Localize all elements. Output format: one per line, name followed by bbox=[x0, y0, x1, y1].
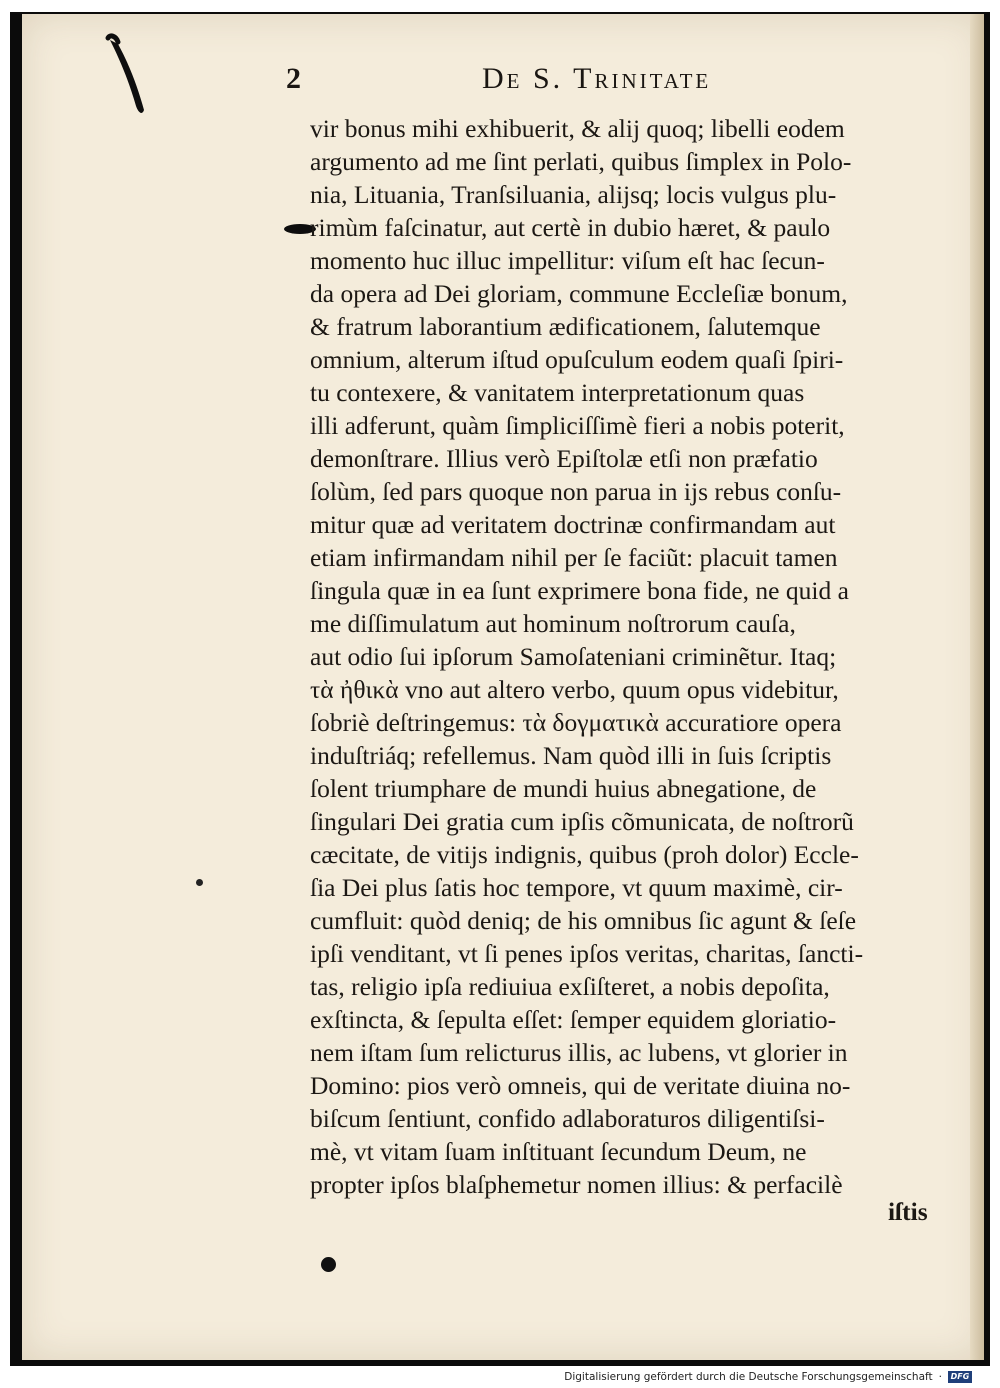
text-line: illi adferunt, quàm ſimpliciſſimè fieri a nobis poterit, bbox=[310, 411, 845, 440]
ink-dot-small bbox=[196, 879, 203, 886]
footer-separator: · bbox=[938, 1371, 942, 1383]
ink-dot-large bbox=[321, 1257, 336, 1272]
text-line: nia, Lituania, Tranſsiluania, alijsq; locis vulgus plu- bbox=[310, 180, 837, 209]
text-line: ſia Dei plus ſatis hoc tempore, vt quum maximè, cir- bbox=[310, 873, 843, 902]
text-line: etiam infirmandam nihil per ſe faciũt: placuit tamen bbox=[310, 543, 838, 572]
text-line: momento huc illuc impellitur: viſum eſt hac ſecun- bbox=[310, 246, 825, 275]
footer-credit-text: Digitalisierung gefördert durch die Deutsche Forschungsgemeinschaft bbox=[564, 1371, 933, 1383]
text-line: induſtriáq; refellemus. Nam quòd illi in ſuis ſcriptis bbox=[310, 741, 832, 770]
body-text bbox=[310, 112, 938, 1201]
text-line: biſcum ſentiunt, confido adlaboraturos diligentiſsi- bbox=[310, 1104, 825, 1133]
text-line: ſingula quæ in ea ſunt exprimere bona fide, ne quid a bbox=[310, 576, 849, 605]
text-line: ſobriè deſtringemus: τὰ δογματικὰ accuratiore opera bbox=[310, 708, 842, 737]
text-line: vir bonus mihi exhibuerit, & alij quoq; libelli eodem bbox=[310, 114, 845, 143]
text-line: τὰ ἠθικὰ vno aut altero verbo, quum opus videbitur, bbox=[310, 675, 839, 704]
text-line: ſingulari Dei gratia cum ipſis cõmunicata, de noſtrorũ bbox=[310, 807, 854, 836]
text-line: cæcitate, de vitijs indignis, quibus (proh dolor) Eccle- bbox=[310, 840, 859, 869]
text-line: ſolent triumphare de mundi huius abnegatione, de bbox=[310, 774, 817, 803]
footer-credit bbox=[564, 1370, 972, 1384]
text-line: Domino: pios verò omneis, qui de veritate diuina no- bbox=[310, 1071, 851, 1100]
text-line: exſtincta, & ſepulta eſſet: ſemper equidem gloriatio- bbox=[310, 1005, 837, 1034]
text-line: & fratrum laborantium ædificationem, ſalutemque bbox=[310, 312, 821, 341]
page-edge bbox=[970, 14, 984, 1360]
ink-stroke-mark bbox=[88, 26, 148, 122]
text-line: demonſtrare. Illius verò Epiſtolæ etſi non præfatio bbox=[310, 444, 818, 473]
text-line: rimùm faſcinatur, aut certè in dubio hæret, & paulo bbox=[310, 213, 831, 242]
text-line: argumento ad me ſint perlati, quibus ſimplex in Polo- bbox=[310, 147, 852, 176]
text-line: ipſi venditant, vt ſi penes ipſos veritas, charitas, ſancti- bbox=[310, 939, 864, 968]
catchword: iſtis bbox=[888, 1197, 928, 1226]
text-line: me diſſimulatum aut hominum noſtrorum cauſa, bbox=[310, 609, 796, 638]
dfg-logo: DFG bbox=[948, 1371, 972, 1383]
text-line: ſolùm, ſed pars quoque non parua in ijs rebus conſu- bbox=[310, 477, 842, 506]
text-line: nem iſtam ſum relicturus illis, ac lubens, vt glorier in bbox=[310, 1038, 848, 1067]
text-line: tas, religio ipſa rediuiua exſiſteret, a nobis depoſita, bbox=[310, 972, 830, 1001]
text-line: tu contexere, & vanitatem interpretationum quas bbox=[310, 378, 805, 407]
text-line: omnium, alterum iſtud opuſculum eodem quaſi ſpiri- bbox=[310, 345, 844, 374]
text-line: cumfluit: quòd deniq; de his omnibus ſic agunt & ſeſe bbox=[310, 906, 857, 935]
text-line: aut odio ſui ipſorum Samoſateniani criminẽtur. Itaq; bbox=[310, 642, 837, 671]
page-header bbox=[286, 62, 806, 102]
text-line: da opera ad Dei gloriam, commune Eccleſiæ bonum, bbox=[310, 279, 848, 308]
running-title: De S. Trinitate bbox=[482, 62, 712, 95]
text-line: mitur quæ ad veritatem doctrinæ confirmandam aut bbox=[310, 510, 836, 539]
page-number: 2 bbox=[286, 62, 301, 95]
text-line: mè, vt vitam ſuam inſtituant ſecundum Deum, ne bbox=[310, 1137, 807, 1166]
text-line: propter ipſos blaſphemetur nomen illius: & perfacilè bbox=[310, 1170, 843, 1199]
